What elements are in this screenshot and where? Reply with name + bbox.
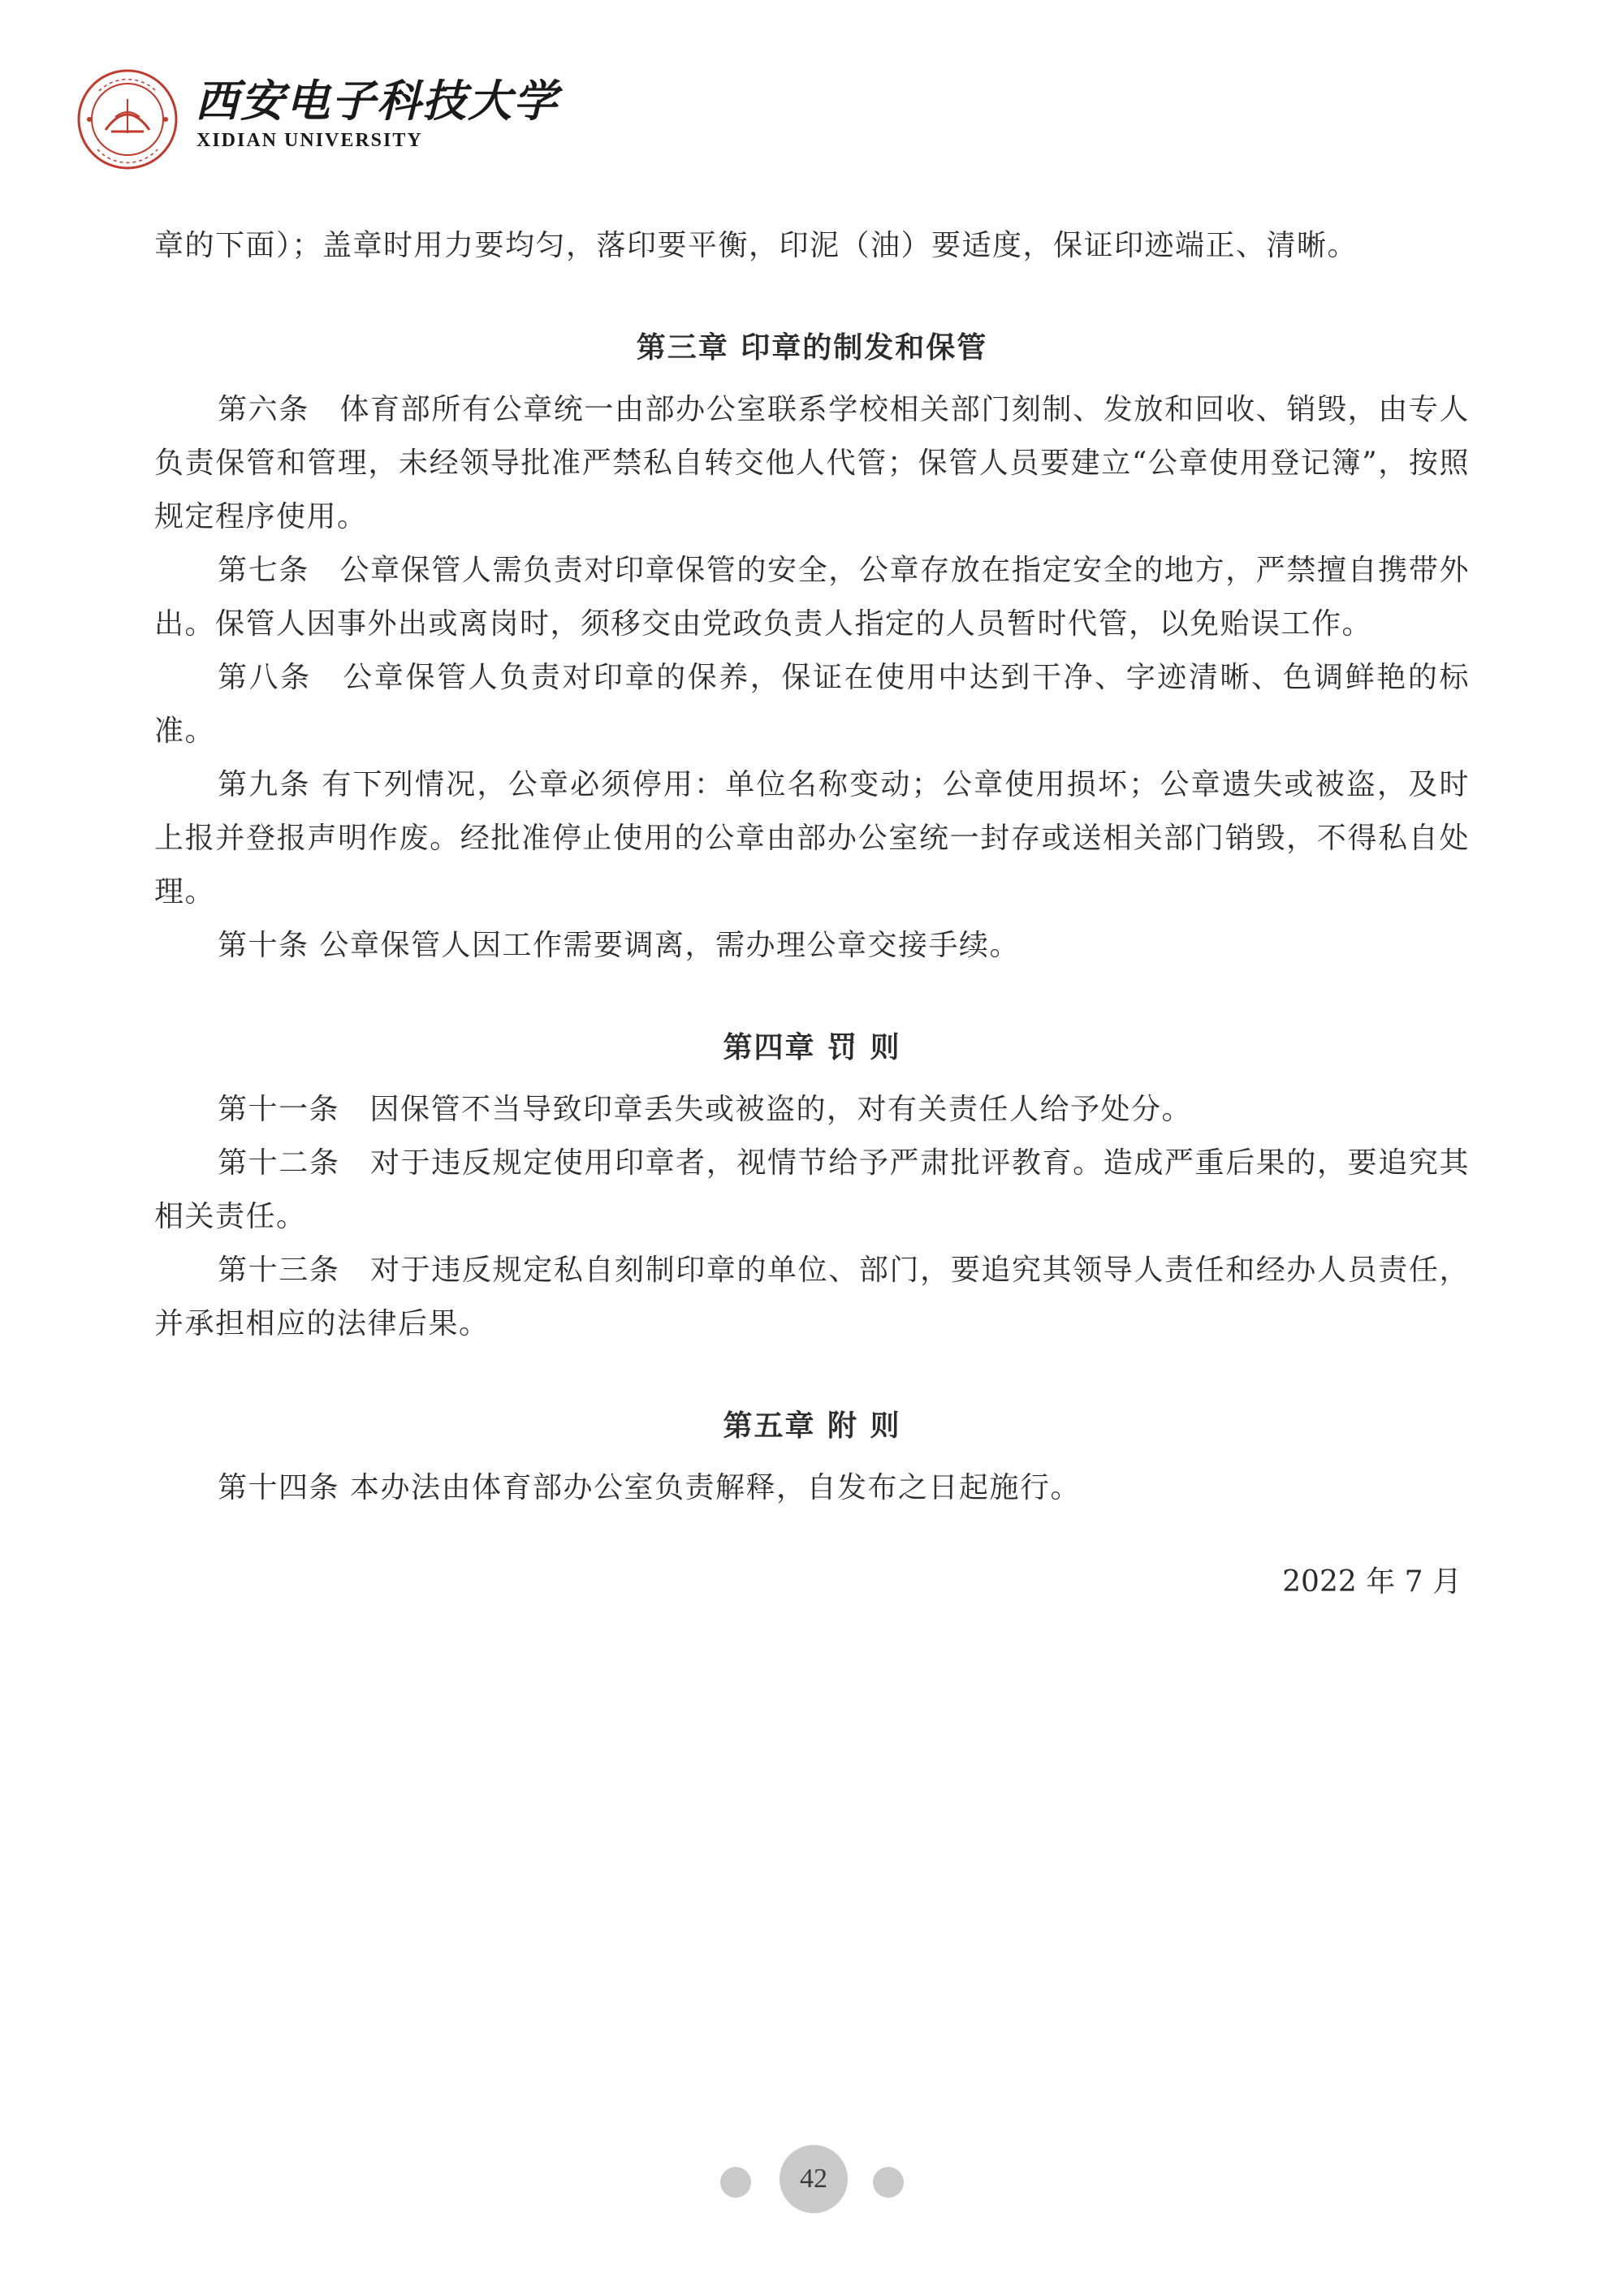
chapter-4-title: 第四章 罚 则 [723, 1031, 901, 1064]
previous-page-dot-icon [720, 2167, 751, 2198]
chapter-3-title: 第三章 印章的制发和保管 [636, 331, 988, 365]
chapter-5-title: 第五章 附 则 [723, 1409, 901, 1443]
university-name-en: XIDIAN UNIVERSITY [197, 130, 423, 151]
university-name-cn: 西安电子科技大学 [195, 75, 559, 127]
university-seal-icon [75, 67, 180, 172]
issue-date: 2022 年 7 月 [1282, 1565, 1462, 1599]
next-page-dot-icon [873, 2167, 904, 2198]
continuation-paragraph: 章的下面）；盖章时用力要均匀，落印要平衡，印泥（油）要适度，保证印迹端正、清晰。 [154, 229, 1358, 262]
article-7: 第七条 公章保管人需负责对印章保管的安全，公章存放在指定安全的地方，严禁擅自携带外出。保管人因事外出或离岗时，须移交由党政负责人指定的人员暂时代管，以免贻误工作。 [154, 554, 1470, 641]
page-number: 42 [780, 2145, 848, 2213]
article-10: 第十条 公章保管人因工作需要调离，需办理公章交接手续。 [218, 929, 1020, 962]
article-9: 第九条 有下列情况，公章必须停用：单位名称变动；公章使用损坏；公章遗失或被盗，及时上报并登报声明作废。经批准停止使用的公章由部办公室统一封存或送相关部门销毁，不得私自处理。 [154, 768, 1470, 908]
article-12: 第十二条 对于违反规定使用印章者，视情节给予严肃批评教育。造成严重后果的，要追究其相关责任。 [154, 1146, 1470, 1233]
article-14: 第十四条 本办法由体育部办公室负责解释，自发布之日起施行。 [218, 1471, 1081, 1504]
article-6: 第六条 体育部所有公章统一由部办公室联系学校相关部门刻制、发放和回收、销毁，由专人负责保管和管理，未经领导批准严禁私自转交他人代管；保管人员要建立“公章使用登记簿”，按照规定程序使用。 [154, 393, 1470, 533]
document-body [154, 219, 1470, 1609]
page-footer [0, 2145, 1624, 2218]
article-11: 第十一条 因保管不当导致印章丢失或被盗的，对有关责任人给予处分。 [218, 1093, 1193, 1126]
article-8: 第八条 公章保管人负责对印章的保养，保证在使用中达到干净、字迹清晰、色调鲜艳的标准。 [154, 661, 1470, 748]
page-header [75, 67, 643, 172]
article-13: 第十三条 对于违反规定私自刻制印章的单位、部门，要追究其领导人责任和经办人员责任，并承担相应的法律后果。 [154, 1254, 1470, 1340]
